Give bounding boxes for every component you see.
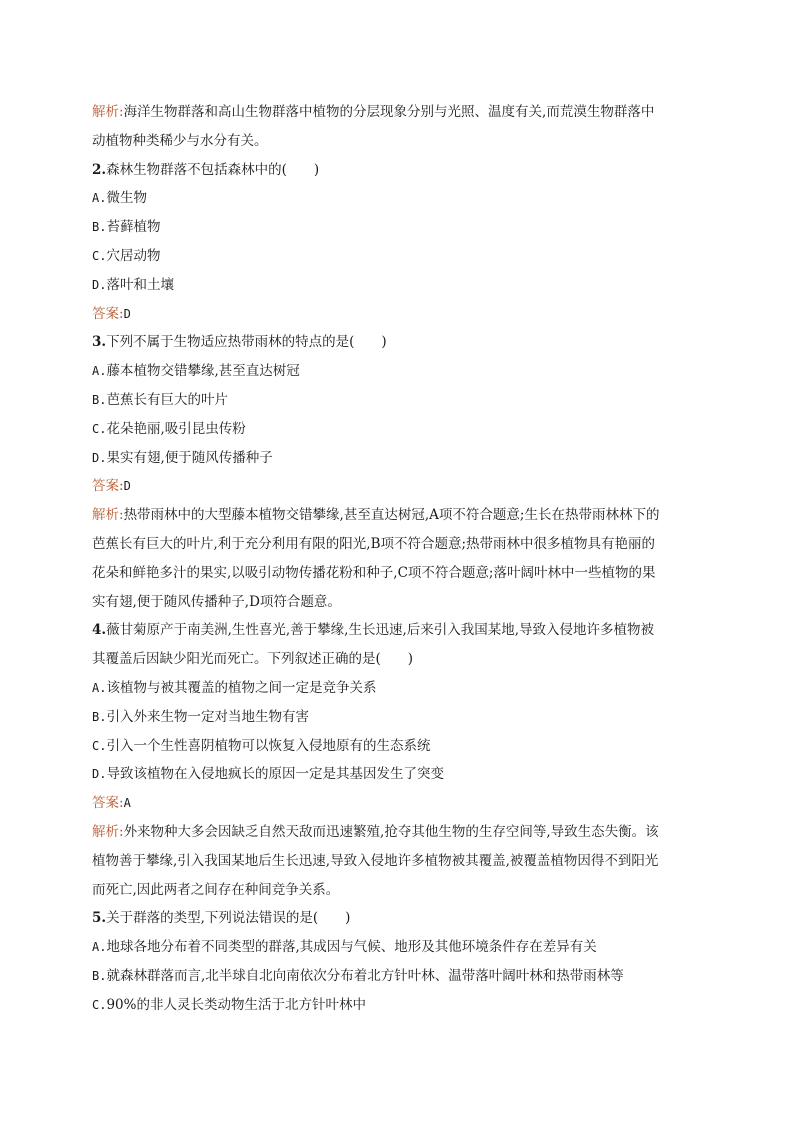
option-a (92, 184, 712, 213)
question-text: 关于群落的类型,下列说法错误的是( ) (106, 910, 351, 927)
analysis-text: 而死亡,因此两者之间存在种间竞争关系。 (92, 881, 340, 898)
analysis-line (92, 98, 712, 127)
option-key: A. (92, 680, 107, 695)
option-c (92, 242, 712, 271)
analysis-line (92, 588, 712, 617)
option-d (92, 444, 712, 473)
analysis-line (92, 530, 712, 559)
document-page (92, 98, 712, 1020)
answer-label: 答案: (92, 478, 124, 495)
option-key: C. (92, 738, 107, 753)
question-4-stem (92, 616, 712, 645)
answer-value: D (123, 479, 131, 494)
answer-label: 答案: (92, 795, 124, 812)
question-number: 3. (92, 334, 107, 351)
question-text: 薇甘菊原产于南美洲,生性喜光,善于攀缘,生长迅速,后来引入我国某地,导致入侵地许多植物被 (106, 622, 655, 639)
option-key: A. (92, 364, 107, 379)
option-text: 果实有翅,便于随风传播种子 (106, 449, 273, 466)
answer-value: A (123, 796, 131, 811)
answer-line (92, 472, 712, 501)
option-text: 芭蕉长有巨大的叶片 (106, 391, 228, 408)
option-c (92, 732, 712, 761)
analysis-text: 动植物种类稀少与水分有关。 (92, 132, 268, 149)
analysis-line (92, 559, 712, 588)
option-key: C. (92, 997, 107, 1012)
option-key: C. (92, 421, 107, 436)
option-b (92, 703, 712, 732)
option-d (92, 271, 712, 300)
option-b (92, 962, 712, 991)
analysis-text: 外来物种大多会因缺乏自然天敌而迅速繁殖,抢夺其他生物的生存空间等,导致生态失衡。该 (123, 823, 659, 840)
question-number: 5. (92, 910, 107, 927)
analysis-label: 解析: (92, 823, 124, 840)
analysis-line (92, 847, 712, 876)
answer-line (92, 300, 712, 329)
option-text: 导致该植物在入侵地疯长的原因一定是其基因发生了突变 (106, 766, 444, 783)
option-text: 苔藓植物 (106, 219, 161, 236)
answer-label: 答案: (92, 305, 124, 322)
option-b (92, 386, 712, 415)
analysis-text: 花朵和鲜艳多汁的果实,以吸引动物传播花粉和种子,C项不符合题意;落叶阔叶林中一些植物的果 (92, 564, 656, 581)
question-3-stem (92, 328, 712, 357)
analysis-line (92, 127, 712, 156)
question-text: 下列不属于生物适应热带雨林的特点的是( ) (106, 334, 387, 351)
analysis-line (92, 501, 712, 530)
option-text: 引入一个生性喜阴植物可以恢复入侵地原有的生态系统 (106, 737, 431, 754)
option-text: 该植物与被其覆盖的植物之间一定是竞争关系 (106, 679, 377, 696)
option-text: 就森林群落而言,北半球自北向南依次分布着北方针叶林、温带落叶阔叶林和热带雨林等 (106, 967, 624, 984)
question-text: 其覆盖后因缺少阳光而死亡。下列叙述正确的是( ) (92, 651, 414, 668)
option-text: 微生物 (106, 190, 147, 207)
question-5-stem (92, 904, 712, 933)
option-text: 穴居动物 (106, 247, 161, 264)
question-2-stem (92, 156, 712, 185)
option-text: 落叶和土壤 (106, 276, 174, 293)
answer-value: D (123, 306, 131, 321)
option-b (92, 213, 712, 242)
option-d (92, 760, 712, 789)
question-number: 4. (92, 622, 107, 639)
option-a (92, 357, 712, 386)
option-text: 花朵艳丽,吸引昆虫传粉 (106, 420, 246, 437)
option-text: 藤本植物交错攀缘,甚至直达树冠 (106, 363, 300, 380)
question-4-stem-cont (92, 645, 712, 674)
option-key: D. (92, 450, 107, 465)
analysis-line (92, 876, 712, 905)
option-text: 地球各地分布着不同类型的群落,其成因与气候、地形及其他环境条件存在差异有关 (106, 939, 597, 956)
option-key: B. (92, 392, 107, 407)
option-a (92, 933, 712, 962)
analysis-text: 热带雨林中的大型藤本植物交错攀缘,甚至直达树冠,A项不符合题意;生长在热带雨林林下的 (123, 507, 660, 524)
option-key: A. (92, 940, 107, 955)
analysis-text: 海洋生物群落和高山生物群落中植物的分层现象分别与光照、温度有关,而荒漠生物群落中 (123, 104, 655, 120)
option-key: D. (92, 277, 107, 292)
option-key: C. (92, 248, 107, 263)
analysis-text: 植物善于攀缘,引入我国某地后生长迅速,导致入侵地许多植物被其覆盖,被覆盖植物因得不到阳光 (92, 852, 659, 869)
option-key: D. (92, 767, 107, 782)
question-text: 森林生物群落不包括森林中的( ) (106, 161, 320, 178)
option-key: B. (92, 220, 107, 235)
option-a (92, 674, 712, 703)
analysis-line (92, 818, 712, 847)
option-key: A. (92, 191, 107, 206)
analysis-label: 解析: (92, 507, 124, 524)
analysis-text: 芭蕉长有巨大的叶片,利于充分利用有限的阳光,B项不符合题意;热带雨林中很多植物具有艳丽的 (92, 535, 656, 552)
option-text: 引入外来生物一定对当地生物有害 (106, 708, 309, 725)
option-key: B. (92, 709, 107, 724)
analysis-label: 解析: (92, 104, 124, 120)
answer-line (92, 789, 712, 818)
option-c (92, 415, 712, 444)
option-c (92, 991, 712, 1020)
question-number: 2. (92, 161, 107, 178)
analysis-text: 实有翅,便于随风传播种子,D项符合题意。 (92, 593, 341, 610)
option-key: B. (92, 968, 107, 983)
option-text: 90%的非人灵长类动物生活于北方针叶林中 (106, 996, 366, 1013)
